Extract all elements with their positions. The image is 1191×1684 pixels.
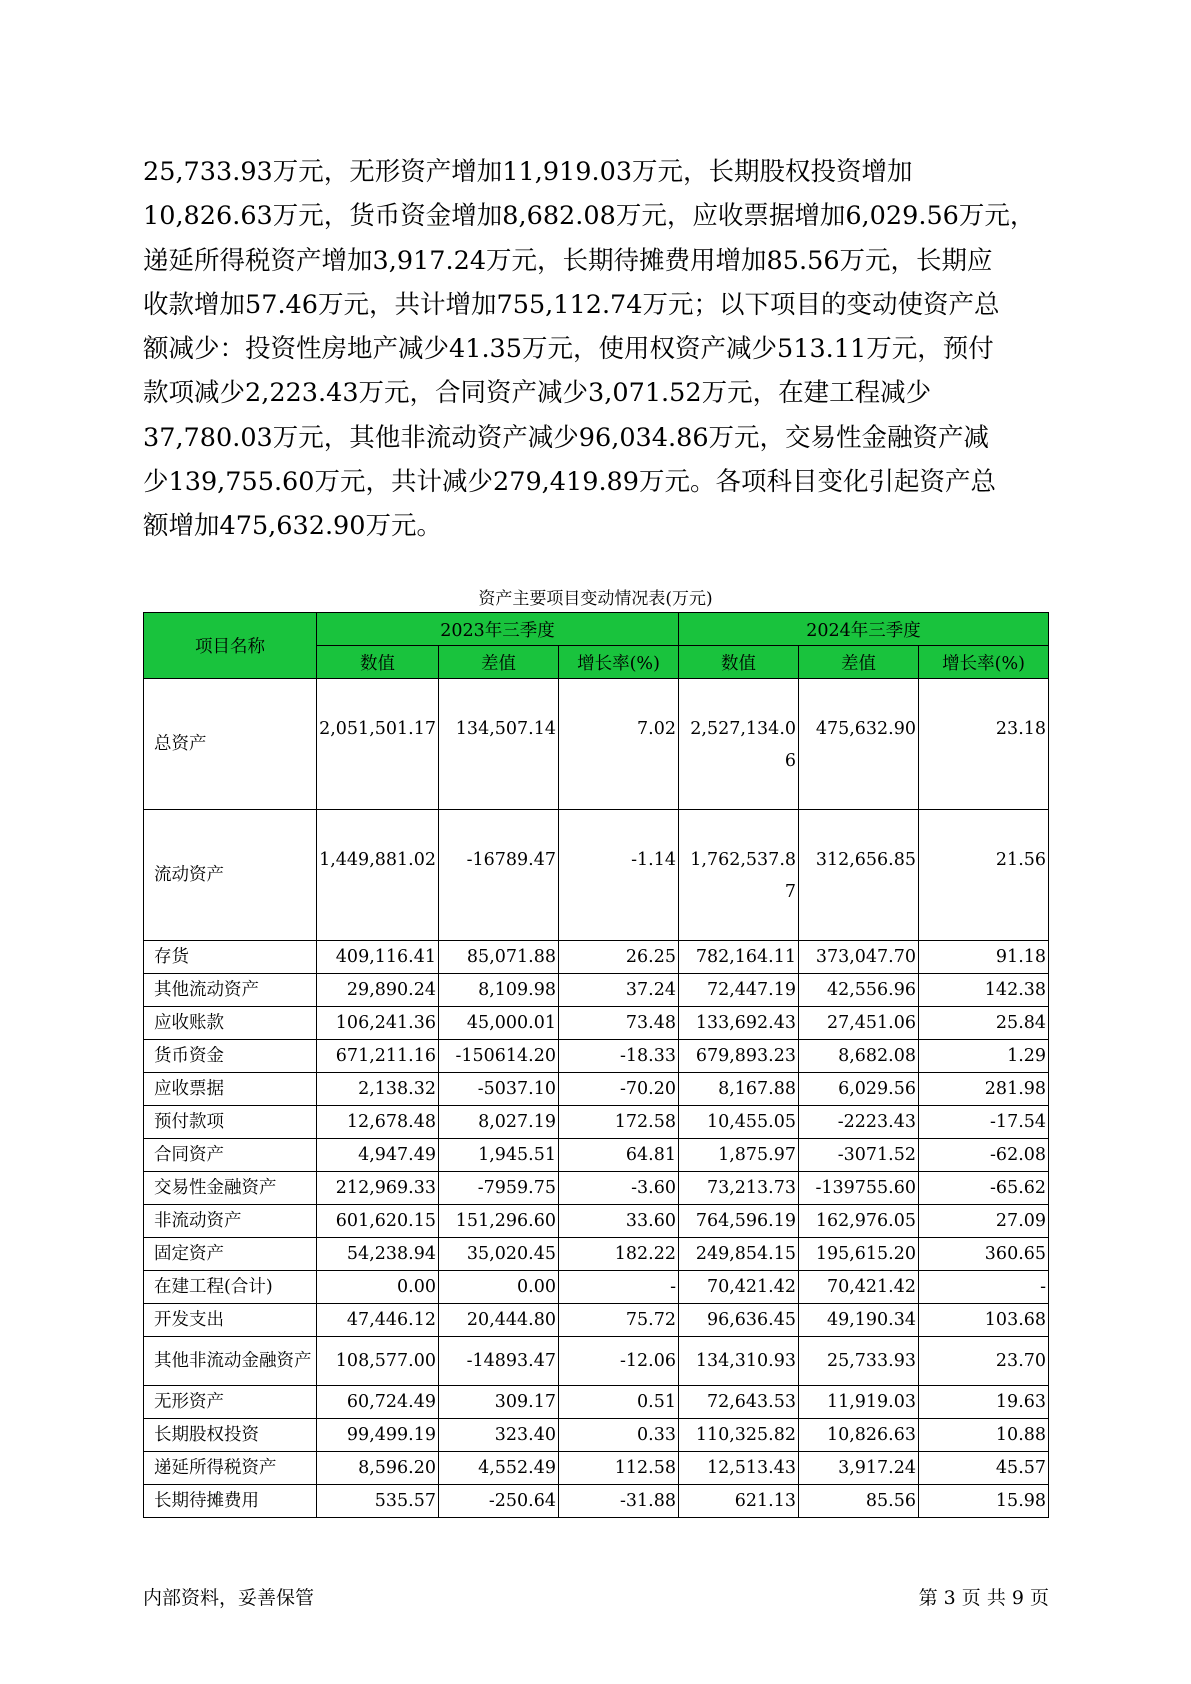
- body-paragraph: [143, 150, 1061, 549]
- paragraph-line: 25,733.93万元，无形资产增加11,919.03万元，长期股权投资增加: [143, 157, 913, 187]
- cell-rate-2024: -17.54: [919, 1106, 1049, 1139]
- cell-value-2023: 99,499.19: [317, 1419, 439, 1452]
- table-row: [144, 941, 1049, 974]
- table-row: [144, 1040, 1049, 1073]
- header-period-2024: 2024年三季度: [679, 613, 1049, 646]
- cell-value-2023: 108,577.00: [317, 1337, 439, 1386]
- row-label: 货币资金: [144, 1040, 317, 1073]
- cell-value-2023: 671,211.16: [317, 1040, 439, 1073]
- cell-rate-2024: 15.98: [919, 1485, 1049, 1518]
- cell-rate-2023: 182.22: [559, 1238, 679, 1271]
- cell-value-2023: 8,596.20: [317, 1452, 439, 1485]
- cell-value-2024: 782,164.11: [679, 941, 799, 974]
- cell-rate-2023: -3.60: [559, 1172, 679, 1205]
- table-row: [144, 1205, 1049, 1238]
- cell-value-2024: 1,875.97: [679, 1139, 799, 1172]
- cell-value-2023: 2,138.32: [317, 1073, 439, 1106]
- row-label: 合同资产: [144, 1139, 317, 1172]
- cell-value-2024: 134,310.93: [679, 1337, 799, 1386]
- cell-value-2024: 12,513.43: [679, 1452, 799, 1485]
- paragraph-line: 37,780.03万元，其他非流动资产减少96,034.86万元，交易性金融资产减: [143, 422, 990, 453]
- cell-value-2023: 535.57: [317, 1485, 439, 1518]
- row-label: 无形资产: [144, 1386, 317, 1419]
- cell-diff-2024: 49,190.34: [799, 1304, 919, 1337]
- cell-rate-2023: 26.25: [559, 941, 679, 974]
- cell-rate-2023: 172.58: [559, 1106, 679, 1139]
- row-label: 总资产: [144, 679, 317, 810]
- row-label: 其他流动资产: [144, 974, 317, 1007]
- cell-rate-2024: 25.84: [919, 1007, 1049, 1040]
- cell-value-2023: 409,116.41: [317, 941, 439, 974]
- cell-value-2024: 621.13: [679, 1485, 799, 1518]
- table-row: [144, 974, 1049, 1007]
- cell-rate-2023: 33.60: [559, 1205, 679, 1238]
- cell-rate-2023: -31.88: [559, 1485, 679, 1518]
- row-label: 长期待摊费用: [144, 1485, 317, 1518]
- cell-value-2024: 70,421.42: [679, 1271, 799, 1304]
- cell-diff-2023: 134,507.14: [439, 679, 559, 810]
- cell-value-2023: 54,238.94: [317, 1238, 439, 1271]
- header-value-2023: 数值: [317, 646, 439, 679]
- cell-rate-2024: 103.68: [919, 1304, 1049, 1337]
- cell-diff-2023: 4,552.49: [439, 1452, 559, 1485]
- cell-rate-2023: -12.06: [559, 1337, 679, 1386]
- row-label: 交易性金融资产: [144, 1172, 317, 1205]
- header-diff-2024: 差值: [799, 646, 919, 679]
- cell-value-2024: 2,527,134.06: [679, 679, 799, 810]
- cell-rate-2024: 1.29: [919, 1040, 1049, 1073]
- table-row: [144, 1106, 1049, 1139]
- cell-diff-2023: 1,945.51: [439, 1139, 559, 1172]
- cell-diff-2024: 3,917.24: [799, 1452, 919, 1485]
- row-label: 流动资产: [144, 810, 317, 941]
- cell-diff-2024: 10,826.63: [799, 1419, 919, 1452]
- row-label: 在建工程(合计): [144, 1271, 317, 1304]
- cell-rate-2023: 73.48: [559, 1007, 679, 1040]
- cell-diff-2024: 195,615.20: [799, 1238, 919, 1271]
- cell-value-2024: 96,636.45: [679, 1304, 799, 1337]
- cell-rate-2024: 360.65: [919, 1238, 1049, 1271]
- paragraph-line: 款项减少2,223.43万元，合同资产减少3,071.52万元，在建工程减少: [143, 378, 932, 409]
- table-row: [144, 1304, 1049, 1337]
- cell-diff-2023: -16789.47: [439, 810, 559, 941]
- cell-rate-2023: -: [559, 1271, 679, 1304]
- table-row: [144, 1485, 1049, 1518]
- table-row: [144, 679, 1049, 810]
- cell-rate-2023: -18.33: [559, 1040, 679, 1073]
- paragraph-line: 额增加475,632.90万元。: [143, 511, 443, 542]
- header-value-2024: 数值: [679, 646, 799, 679]
- cell-diff-2024: 8,682.08: [799, 1040, 919, 1073]
- cell-diff-2024: 25,733.93: [799, 1337, 919, 1386]
- paragraph-line: 额减少：投资性房地产减少41.35万元，使用权资产减少513.11万元，预付: [143, 334, 994, 365]
- cell-value-2024: 10,455.05: [679, 1106, 799, 1139]
- cell-diff-2023: -5037.10: [439, 1073, 559, 1106]
- cell-value-2023: 47,446.12: [317, 1304, 439, 1337]
- cell-rate-2023: -1.14: [559, 810, 679, 941]
- cell-value-2024: 73,213.73: [679, 1172, 799, 1205]
- row-label: 长期股权投资: [144, 1419, 317, 1452]
- cell-rate-2024: 10.88: [919, 1419, 1049, 1452]
- row-label: 其他非流动金融资产: [144, 1337, 317, 1386]
- table-row: [144, 1073, 1049, 1106]
- cell-diff-2024: 11,919.03: [799, 1386, 919, 1419]
- cell-value-2024: 249,854.15: [679, 1238, 799, 1271]
- cell-diff-2023: 35,020.45: [439, 1238, 559, 1271]
- table-row: [144, 810, 1049, 941]
- cell-diff-2023: 20,444.80: [439, 1304, 559, 1337]
- cell-rate-2024: -: [919, 1271, 1049, 1304]
- cell-value-2024: 764,596.19: [679, 1205, 799, 1238]
- cell-rate-2023: 7.02: [559, 679, 679, 810]
- cell-rate-2023: 112.58: [559, 1452, 679, 1485]
- paragraph-line: 递延所得税资产增加3,917.24万元，长期待摊费用增加85.56万元，长期应: [143, 245, 993, 276]
- footer-confidential-note: 内部资料，妥善保管: [143, 1587, 315, 1609]
- cell-diff-2024: 6,029.56: [799, 1073, 919, 1106]
- cell-value-2023: 0.00: [317, 1271, 439, 1304]
- footer-page-number: 第 3 页 共 9 页: [918, 1587, 1049, 1609]
- cell-rate-2024: 91.18: [919, 941, 1049, 974]
- cell-diff-2024: 373,047.70: [799, 941, 919, 974]
- table-row: [144, 1007, 1049, 1040]
- header-rate-2024: 增长率(%): [919, 646, 1049, 679]
- table-row: [144, 1271, 1049, 1304]
- cell-rate-2023: 37.24: [559, 974, 679, 1007]
- cell-value-2024: 72,447.19: [679, 974, 799, 1007]
- cell-rate-2024: 23.70: [919, 1337, 1049, 1386]
- cell-rate-2024: -65.62: [919, 1172, 1049, 1205]
- cell-diff-2024: 312,656.85: [799, 810, 919, 941]
- cell-value-2024: 1,762,537.87: [679, 810, 799, 941]
- cell-rate-2024: -62.08: [919, 1139, 1049, 1172]
- table-row: [144, 1238, 1049, 1271]
- cell-rate-2024: 27.09: [919, 1205, 1049, 1238]
- row-label: 开发支出: [144, 1304, 317, 1337]
- cell-value-2023: 601,620.15: [317, 1205, 439, 1238]
- table-caption: 资产主要项目变动情况表(万元): [478, 589, 713, 609]
- cell-diff-2023: 45,000.01: [439, 1007, 559, 1040]
- paragraph-line: 10,826.63万元，货币资金增加8,682.08万元，应收票据增加6,029.56万元，: [143, 201, 1036, 232]
- cell-value-2024: 72,643.53: [679, 1386, 799, 1419]
- cell-diff-2023: -14893.47: [439, 1337, 559, 1386]
- cell-diff-2023: 8,109.98: [439, 974, 559, 1007]
- cell-rate-2023: -70.20: [559, 1073, 679, 1106]
- row-label: 预付款项: [144, 1106, 317, 1139]
- cell-value-2024: 679,893.23: [679, 1040, 799, 1073]
- cell-value-2023: 106,241.36: [317, 1007, 439, 1040]
- cell-rate-2024: 142.38: [919, 974, 1049, 1007]
- cell-rate-2023: 0.51: [559, 1386, 679, 1419]
- cell-diff-2024: 70,421.42: [799, 1271, 919, 1304]
- cell-diff-2024: -3071.52: [799, 1139, 919, 1172]
- cell-value-2023: 1,449,881.02: [317, 810, 439, 941]
- cell-diff-2023: 8,027.19: [439, 1106, 559, 1139]
- cell-diff-2024: 85.56: [799, 1485, 919, 1518]
- row-label: 应收账款: [144, 1007, 317, 1040]
- cell-rate-2024: 45.57: [919, 1452, 1049, 1485]
- asset-change-table: [143, 612, 1049, 1518]
- header-diff-2023: 差值: [439, 646, 559, 679]
- cell-rate-2024: 23.18: [919, 679, 1049, 810]
- paragraph-line: 少139,755.60万元，共计减少279,419.89万元。各项科目变化引起资产总: [143, 467, 997, 498]
- cell-value-2024: 133,692.43: [679, 1007, 799, 1040]
- row-label: 固定资产: [144, 1238, 317, 1271]
- table-row: [144, 1419, 1049, 1452]
- row-label: 非流动资产: [144, 1205, 317, 1238]
- table-row: [144, 1139, 1049, 1172]
- table-row: [144, 1452, 1049, 1485]
- cell-value-2023: 60,724.49: [317, 1386, 439, 1419]
- cell-diff-2024: 42,556.96: [799, 974, 919, 1007]
- cell-value-2024: 110,325.82: [679, 1419, 799, 1452]
- cell-value-2023: 212,969.33: [317, 1172, 439, 1205]
- cell-diff-2023: -250.64: [439, 1485, 559, 1518]
- row-label: 存货: [144, 941, 317, 974]
- header-period-2023: 2023年三季度: [317, 613, 679, 646]
- header-item-name: 项目名称: [144, 613, 317, 679]
- cell-value-2024: 8,167.88: [679, 1073, 799, 1106]
- cell-rate-2023: 0.33: [559, 1419, 679, 1452]
- header-rate-2023: 增长率(%): [559, 646, 679, 679]
- table-row: [144, 1172, 1049, 1205]
- cell-value-2023: 4,947.49: [317, 1139, 439, 1172]
- cell-diff-2023: 0.00: [439, 1271, 559, 1304]
- cell-value-2023: 29,890.24: [317, 974, 439, 1007]
- table-row: [144, 1337, 1049, 1386]
- cell-diff-2024: -139755.60: [799, 1172, 919, 1205]
- cell-rate-2023: 75.72: [559, 1304, 679, 1337]
- cell-rate-2023: 64.81: [559, 1139, 679, 1172]
- cell-diff-2024: 475,632.90: [799, 679, 919, 810]
- cell-diff-2024: 27,451.06: [799, 1007, 919, 1040]
- cell-value-2023: 12,678.48: [317, 1106, 439, 1139]
- cell-diff-2024: 162,976.05: [799, 1205, 919, 1238]
- cell-diff-2023: -150614.20: [439, 1040, 559, 1073]
- cell-rate-2024: 21.56: [919, 810, 1049, 941]
- cell-diff-2023: 85,071.88: [439, 941, 559, 974]
- cell-diff-2023: 151,296.60: [439, 1205, 559, 1238]
- cell-value-2023: 2,051,501.17: [317, 679, 439, 810]
- row-label: 递延所得税资产: [144, 1452, 317, 1485]
- cell-diff-2023: 309.17: [439, 1386, 559, 1419]
- paragraph-line: 收款增加57.46万元，共计增加755,112.74万元；以下项目的变动使资产总: [143, 289, 1000, 320]
- cell-diff-2024: -2223.43: [799, 1106, 919, 1139]
- cell-diff-2023: 323.40: [439, 1419, 559, 1452]
- table-row: [144, 1386, 1049, 1419]
- cell-rate-2024: 19.63: [919, 1386, 1049, 1419]
- row-label: 应收票据: [144, 1073, 317, 1106]
- cell-rate-2024: 281.98: [919, 1073, 1049, 1106]
- cell-diff-2023: -7959.75: [439, 1172, 559, 1205]
